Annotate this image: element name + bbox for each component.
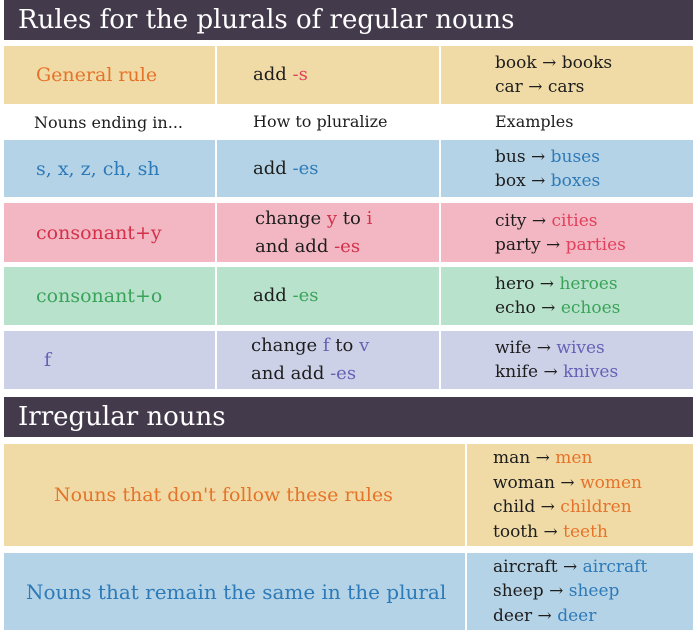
rule-row-sxzchsh: [4, 140, 693, 197]
irregular-row-exceptions: [4, 444, 693, 546]
example-line: wife → wives: [495, 338, 605, 358]
rule-instruction: add -es: [253, 285, 319, 306]
irregular-title: Irregular nouns: [4, 397, 693, 437]
irregular-examples: [467, 553, 693, 630]
example-line: bus → buses: [495, 146, 600, 167]
example-line: hero → heroes: [495, 274, 618, 294]
rule-instruction: add -es: [253, 157, 319, 179]
example-line: echo → echoes: [495, 298, 621, 318]
irregular-label: Nouns that remain the same in the plural: [26, 579, 447, 604]
rule-instruction: change y to i and add -es: [255, 207, 373, 257]
irregular-label: Nouns that don't follow these rules: [54, 484, 393, 506]
header-endings: Nouns ending in...: [34, 112, 183, 132]
page-title: Rules for the plurals of regular nouns: [4, 0, 693, 40]
example-line: car → cars: [495, 77, 585, 97]
column-header-row: [4, 106, 693, 138]
general-rule-examples: [441, 46, 693, 104]
rule-row-consonant-y: [4, 203, 693, 262]
example-line: party → parties: [495, 234, 626, 255]
example-line: deer → deer: [493, 605, 597, 626]
general-rule-instruction: [217, 46, 439, 104]
rule-ending: consonant+y: [36, 221, 162, 244]
add-text: add: [253, 64, 293, 85]
rule-row-consonant-o: [4, 267, 693, 325]
rule-examples: [441, 331, 693, 389]
rule-examples: [441, 140, 693, 197]
example-line: knife → knives: [495, 362, 619, 382]
example-line: man → men: [493, 448, 593, 468]
example-line: city → cities: [495, 210, 598, 231]
header-pluralize: How to pluralize: [253, 112, 388, 131]
rule-ending: f: [44, 349, 52, 371]
example-line: sheep → sheep: [493, 581, 620, 602]
example-line: woman → women: [493, 472, 642, 493]
rule-ending: s, x, z, ch, sh: [36, 157, 160, 180]
general-rule-row: [4, 46, 693, 104]
irregular-row-same: [4, 553, 693, 630]
header-examples: Examples: [495, 112, 574, 131]
suffix-text: -s: [292, 64, 308, 85]
rule-row-f: [4, 331, 693, 389]
example-line: book → books: [495, 53, 613, 73]
rule-instruction: change f to v and add -es: [251, 335, 370, 384]
rule-ending: consonant+o: [36, 285, 163, 307]
rule-examples: [441, 203, 693, 262]
rule-examples: [441, 267, 693, 325]
general-rule-label: General rule: [36, 64, 158, 86]
example-line: box → boxes: [495, 170, 601, 191]
irregular-examples: [467, 444, 693, 546]
example-line: child → children: [493, 497, 632, 517]
example-line: tooth → teeth: [493, 521, 608, 542]
example-line: aircraft → aircraft: [493, 556, 648, 577]
